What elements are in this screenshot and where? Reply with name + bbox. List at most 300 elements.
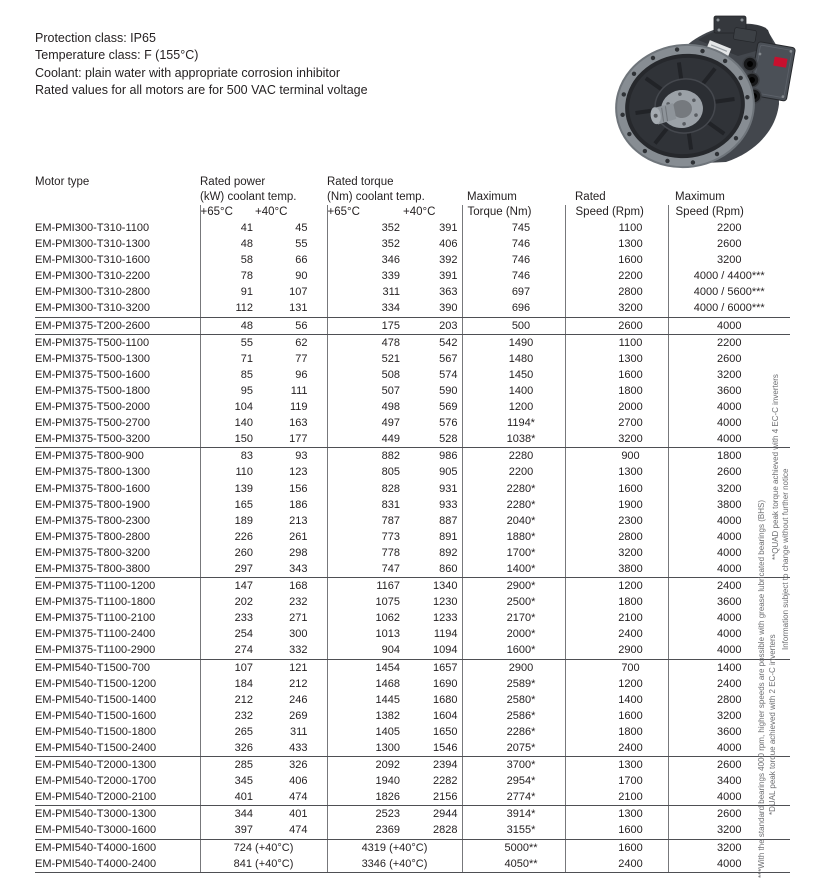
cell-torque-40: 542	[403, 334, 462, 351]
cell-power-40: 298	[255, 545, 327, 561]
cell-max-torque: 2774*	[462, 789, 565, 806]
footnote-bearings: ***With the standard bearings 4000 rpm, higher speeds are possible with grease lubricated bearings (BHS)	[757, 500, 766, 878]
table-row	[35, 642, 790, 659]
cell-power-40: 246	[255, 692, 327, 708]
cell-max-speed: 4000	[668, 642, 790, 659]
cell-power-40: 66	[255, 252, 327, 268]
header-power-unit: (kW) coolant temp.	[200, 191, 297, 203]
cell-torque-40: 406	[403, 236, 462, 252]
coolant-line: Coolant: plain water with appropriate corrosion inhibitor	[35, 65, 341, 80]
cell-torque-65: 805	[381, 466, 400, 479]
cell-max-speed: 2600	[717, 466, 742, 479]
cell-power-65: 260	[234, 546, 253, 559]
cell-power-65: 147	[234, 580, 253, 593]
cell-rated-speed: 2800	[565, 529, 668, 545]
cell-power-65: 83	[240, 450, 253, 463]
cell-max-speed: 1800	[717, 450, 742, 463]
cell-max-speed: 4000 / 5600***	[693, 286, 765, 299]
cell-motor-type: EM-PMI375-T500-2000	[35, 399, 200, 415]
cell-power-40: 121	[255, 659, 327, 676]
cell-rated-speed: 2100	[565, 610, 668, 626]
header-torque-65: +65°C	[327, 206, 360, 218]
table-row	[35, 594, 790, 610]
cell-torque-65: 904	[327, 642, 403, 659]
cell-torque-65: 1167	[376, 580, 400, 593]
cell-rated-speed: 1300	[565, 757, 668, 774]
bolt-icon	[741, 19, 744, 22]
cell-max-speed: 2600	[717, 759, 742, 772]
cell-max-speed: 2600	[717, 238, 742, 251]
cell-power-65: 232	[234, 709, 253, 722]
cell-power-65: 78	[240, 270, 253, 283]
cell-motor-type: EM-PMI375-T1100-2100	[35, 610, 200, 626]
cell-torque-40: 905	[403, 464, 462, 480]
cell-motor-type: EM-PMI375-T1100-1800	[35, 594, 200, 610]
cell-power-65: 71	[240, 352, 253, 365]
table-row	[35, 317, 790, 334]
cell-power-40: 474	[255, 789, 327, 806]
cell-torque-40: 1546	[403, 740, 462, 757]
cell-motor-type: EM-PMI375-T500-2700	[35, 415, 200, 431]
motor-spec-table	[35, 175, 790, 873]
cell-motor-type: EM-PMI540-T1500-1600	[35, 708, 200, 724]
cell-rated-speed: 1300	[565, 464, 668, 480]
cell-rated-speed: 2000	[565, 399, 668, 415]
cell-torque-65: 1062	[375, 612, 400, 625]
cell-power-65: 112	[200, 300, 255, 317]
cell-power-40: 107	[255, 284, 327, 300]
cell-max-speed: 3200	[717, 709, 742, 722]
cell-torque-65: 1405	[375, 725, 400, 738]
cell-max-torque: 1480	[462, 351, 565, 367]
cell-rated-speed: 1800	[565, 383, 668, 399]
cell-max-torque: 1194*	[462, 415, 565, 431]
cell-torque-40: 590	[403, 383, 462, 399]
cell-max-torque: 1400	[462, 383, 565, 399]
cell-torque-40: 1604	[403, 708, 462, 724]
header-max-speed-line1: Maximum	[675, 191, 725, 203]
cell-motor-type: EM-PMI375-T500-1600	[35, 367, 200, 383]
cell-max-torque: 1490	[462, 334, 565, 351]
cell-rated-speed: 1600	[565, 481, 668, 497]
cell-rated-speed: 1200	[565, 676, 668, 692]
cell-motor-type: EM-PMI540-T2000-1700	[35, 773, 200, 789]
cell-motor-type: EM-PMI300-T310-1600	[35, 252, 200, 268]
cell-torque-40: 576	[403, 415, 462, 431]
table-row	[35, 659, 790, 676]
cell-torque-40: 1690	[403, 676, 462, 692]
cell-torque-40: 933	[403, 497, 462, 513]
cell-max-torque: 2280*	[462, 481, 565, 497]
header-motor-type: Motor type	[35, 176, 90, 188]
cell-torque-40: 528	[403, 431, 462, 448]
cell-max-torque: 1600*	[462, 642, 565, 659]
cell-power-65: 165	[234, 498, 253, 511]
cell-torque-65: 346	[381, 254, 400, 267]
table-row	[35, 561, 790, 578]
cell-rated-speed: 1600	[565, 839, 668, 856]
cell-power-40: 156	[255, 481, 327, 497]
cell-torque-65: 352	[381, 238, 400, 251]
cell-torque-65: 1300	[327, 740, 403, 757]
cell-power-65: 184	[234, 677, 253, 690]
cell-torque-65: 1940	[375, 775, 400, 788]
cell-torque-65: 334	[327, 300, 403, 317]
cell-torque-65: 1382	[375, 709, 400, 722]
table-row	[35, 626, 790, 642]
cell-torque-65: 1468	[375, 677, 400, 690]
cell-torque-65: 1075	[375, 596, 400, 609]
cell-power-40: 311	[255, 724, 327, 740]
cell-torque-40: 574	[403, 367, 462, 383]
cell-torque-65: 352	[381, 222, 400, 234]
cell-torque-65: 1445	[375, 693, 400, 706]
cell-torque-40: 931	[403, 481, 462, 497]
cell-torque-65: 773	[381, 530, 400, 543]
cell-motor-type: EM-PMI540-T1500-1200	[35, 676, 200, 692]
cell-motor-type: EM-PMI375-T800-1600	[35, 481, 200, 497]
cell-max-torque: 2075*	[462, 740, 565, 757]
cell-power-40: 332	[255, 642, 327, 659]
table-row	[35, 513, 790, 529]
cell-motor-type: EM-PMI375-T1100-1200	[35, 578, 200, 595]
cell-max-torque: 745	[462, 220, 565, 236]
cell-max-speed: 2200	[717, 336, 742, 349]
header-rated-power: Rated power	[200, 176, 266, 188]
cell-max-torque: 1880*	[462, 529, 565, 545]
cell-max-torque: 746	[462, 252, 565, 268]
cell-max-speed: 3200	[717, 254, 742, 267]
cell-max-speed: 2600	[717, 352, 742, 365]
cell-max-speed: 2800	[717, 693, 742, 706]
cell-motor-type: EM-PMI540-T1500-1400	[35, 692, 200, 708]
table-row	[35, 545, 790, 561]
table-row	[35, 529, 790, 545]
table-row	[35, 497, 790, 513]
cell-torque-merged: 3346 (+40°C)	[327, 856, 462, 873]
cell-max-speed: 3200	[668, 822, 790, 839]
table-row	[35, 252, 790, 268]
cell-power-65: 104	[234, 401, 253, 414]
cell-max-speed: 3400	[717, 775, 742, 788]
cell-power-40: 261	[255, 529, 327, 545]
cell-max-speed: 4000	[668, 317, 790, 334]
cell-power-65: 285	[234, 759, 253, 772]
cell-power-40: 119	[255, 399, 327, 415]
motor-product-photo	[598, 12, 804, 170]
cell-max-torque: 2586*	[462, 708, 565, 724]
cell-power-40: 232	[255, 594, 327, 610]
cell-power-40: 55	[255, 236, 327, 252]
cell-max-torque: 696	[462, 300, 565, 317]
cell-power-40: 93	[255, 448, 327, 465]
table-row	[35, 708, 790, 724]
cell-torque-65: 2523	[375, 808, 400, 821]
cell-power-65: 345	[234, 775, 253, 788]
rated-values-line: Rated values for all motors are for 500 VAC terminal voltage	[35, 82, 368, 97]
cell-power-65: 226	[234, 530, 253, 543]
cell-torque-40: 1340	[403, 578, 462, 595]
cell-motor-type: EM-PMI375-T1100-2900	[35, 642, 200, 659]
cell-max-torque: 697	[462, 284, 565, 300]
cell-power-40: 131	[255, 300, 327, 317]
cell-max-torque: 2280*	[462, 497, 565, 513]
cell-torque-40: 1094	[403, 642, 462, 659]
cell-power-40: 433	[255, 740, 327, 757]
cell-torque-40: 860	[403, 561, 462, 578]
table-row	[35, 789, 790, 806]
cell-torque-65: 175	[327, 317, 403, 334]
cell-max-speed: 4000 / 4400***	[693, 270, 765, 283]
cell-max-speed: 4000	[717, 514, 742, 527]
footnote-notice: Information subject to change without further notice	[781, 468, 790, 650]
cell-max-speed: 4000	[717, 628, 742, 641]
cell-torque-40: 1230	[403, 594, 462, 610]
cell-power-65: 110	[235, 466, 253, 479]
cell-motor-type: EM-PMI540-T2000-2100	[35, 789, 200, 806]
cell-torque-65: 787	[381, 514, 400, 527]
cell-power-40: 300	[255, 626, 327, 642]
cell-max-speed: 2400	[717, 677, 742, 690]
cell-max-torque: 2589*	[462, 676, 565, 692]
bolt-icon	[717, 19, 720, 22]
cell-max-torque: 746	[462, 268, 565, 284]
header-rated-speed-line1: Rated	[575, 191, 606, 203]
cell-power-65: 107	[234, 661, 253, 674]
table-row	[35, 856, 790, 873]
cell-max-torque: 500	[462, 317, 565, 334]
cell-power-65: 189	[234, 514, 253, 527]
cell-motor-type: EM-PMI375-T200-2600	[35, 317, 200, 334]
cell-max-speed: 4000 / 6000***	[668, 300, 790, 317]
cell-power-40: 271	[255, 610, 327, 626]
cell-power-65: 326	[200, 740, 255, 757]
cell-motor-type: EM-PMI375-T500-1300	[35, 351, 200, 367]
table-row	[35, 351, 790, 367]
general-specs-block	[35, 30, 368, 99]
cell-max-torque: 3700*	[462, 757, 565, 774]
cell-motor-type: EM-PMI375-T500-1800	[35, 383, 200, 399]
cell-max-torque: 2280	[462, 448, 565, 465]
cell-torque-65: 508	[381, 368, 400, 381]
cell-max-torque: 2900*	[462, 578, 565, 595]
table-row	[35, 464, 790, 480]
cell-rated-speed: 3200	[565, 431, 668, 448]
cell-motor-type: EM-PMI300-T310-3200	[35, 300, 200, 317]
footnote-quad: **QUAD peak torque achieved with 4 EC-C inverters	[771, 374, 780, 560]
cell-max-speed: 3600	[717, 596, 742, 609]
cell-torque-40: 390	[403, 300, 462, 317]
table-row	[35, 334, 790, 351]
header-spacer	[35, 190, 200, 205]
header-torque-40: +40°C	[403, 205, 462, 220]
table-body	[35, 220, 790, 872]
cell-torque-40: 2156	[403, 789, 462, 806]
cell-max-speed: 4000	[668, 431, 790, 448]
cell-max-torque: 4050**	[462, 856, 565, 873]
cell-torque-65: 1454	[375, 661, 400, 674]
table-row	[35, 773, 790, 789]
cell-max-torque: 2040*	[462, 513, 565, 529]
cell-power-40: 77	[255, 351, 327, 367]
cell-power-40: 96	[255, 367, 327, 383]
cell-torque-65: 507	[381, 384, 400, 397]
cell-rated-speed: 1700	[565, 773, 668, 789]
temperature-class-line: Temperature class: F (155°C)	[35, 48, 199, 63]
cell-max-speed: 4000	[717, 530, 742, 543]
cell-torque-65: 311	[382, 286, 400, 299]
cell-motor-type: EM-PMI540-T2000-1300	[35, 757, 200, 774]
cell-max-torque: 2900	[462, 659, 565, 676]
table-header	[35, 175, 790, 220]
cell-max-torque: 1450	[462, 367, 565, 383]
table-row	[35, 610, 790, 626]
header-max-speed-line2: Speed (Rpm)	[675, 206, 744, 218]
cell-power-65: 344	[234, 808, 253, 821]
cell-torque-65: 882	[381, 450, 400, 463]
cell-torque-40: 2828	[403, 822, 462, 839]
cell-torque-65: 747	[327, 561, 403, 578]
cell-rated-speed: 1200	[565, 578, 668, 595]
cell-torque-40: 569	[403, 399, 462, 415]
cell-max-torque: 2200	[462, 464, 565, 480]
cell-torque-65: 831	[381, 498, 400, 511]
cell-power-40: 163	[255, 415, 327, 431]
cell-max-speed: 4000	[717, 401, 742, 414]
cell-power-65: 212	[234, 693, 253, 706]
cell-max-torque: 3914*	[462, 806, 565, 823]
cell-power-40: 213	[255, 513, 327, 529]
cell-torque-40: 887	[403, 513, 462, 529]
cell-power-65: 48	[200, 317, 255, 334]
cell-power-40: 326	[255, 757, 327, 774]
cell-max-torque: 2500*	[462, 594, 565, 610]
cell-motor-type: EM-PMI300-T310-2800	[35, 284, 200, 300]
cell-power-merged: 841 (+40°C)	[200, 856, 327, 873]
cell-rated-speed: 700	[565, 659, 668, 676]
cell-max-speed: 1400	[717, 661, 742, 674]
cell-motor-type: EM-PMI540-T1500-700	[35, 659, 200, 676]
cell-power-65: 274	[200, 642, 255, 659]
cell-torque-40: 2282	[403, 773, 462, 789]
cell-rated-speed: 2400	[565, 740, 668, 757]
cell-torque-65: 1013	[375, 628, 400, 641]
cell-max-torque: 1038*	[462, 431, 565, 448]
cell-max-torque: 1200	[462, 399, 565, 415]
cell-torque-40: 567	[403, 351, 462, 367]
cell-rated-speed: 2400	[565, 626, 668, 642]
cell-torque-40: 1650	[403, 724, 462, 740]
cell-motor-type: EM-PMI375-T800-2800	[35, 529, 200, 545]
cell-power-65: 41	[240, 222, 253, 234]
cell-rated-speed: 1800	[565, 724, 668, 740]
cell-torque-40: 391	[403, 220, 462, 236]
cell-motor-type: EM-PMI540-T4000-1600	[35, 839, 200, 856]
cell-rated-speed: 2900	[565, 642, 668, 659]
cell-motor-type: EM-PMI375-T800-3200	[35, 545, 200, 561]
cell-rated-speed: 2200	[565, 268, 668, 284]
table-row	[35, 399, 790, 415]
cell-rated-speed: 3200	[565, 300, 668, 317]
cell-power-40: 56	[255, 317, 327, 334]
cell-torque-40: 1233	[403, 610, 462, 626]
cell-rated-speed: 1600	[565, 822, 668, 839]
cell-power-40: 401	[255, 806, 327, 823]
cell-max-speed: 4000	[668, 740, 790, 757]
cell-max-torque: 2000*	[462, 626, 565, 642]
cell-max-speed: 3600	[717, 725, 742, 738]
header-spacer	[35, 205, 200, 220]
cell-max-speed: 3200	[717, 841, 742, 854]
cell-motor-type: EM-PMI375-T800-1300	[35, 464, 200, 480]
cell-motor-type: EM-PMI375-T500-3200	[35, 431, 200, 448]
cell-max-speed: 2400	[717, 580, 742, 593]
table-row	[35, 806, 790, 823]
cell-max-speed: 4000	[717, 546, 742, 559]
table-row	[35, 383, 790, 399]
cell-max-torque: 2286*	[462, 724, 565, 740]
cell-torque-40: 1680	[403, 692, 462, 708]
cell-power-40: 406	[255, 773, 327, 789]
cell-motor-type: EM-PMI375-T800-900	[35, 448, 200, 465]
cell-torque-65: 497	[381, 417, 400, 430]
cell-max-speed: 2200	[717, 222, 742, 234]
cell-torque-40: 1194	[403, 626, 462, 642]
cell-max-speed: 3200	[717, 482, 742, 495]
cell-rated-speed: 1300	[565, 236, 668, 252]
cell-max-torque: 1700*	[462, 545, 565, 561]
table-row	[35, 300, 790, 317]
cell-rated-speed: 2700	[565, 415, 668, 431]
table-row	[35, 676, 790, 692]
cell-power-40: 62	[255, 334, 327, 351]
cell-max-torque: 746	[462, 236, 565, 252]
cell-torque-40: 2944	[403, 806, 462, 823]
header-spacer	[565, 175, 668, 190]
table-row	[35, 724, 790, 740]
cell-torque-65: 2369	[327, 822, 403, 839]
table-row	[35, 268, 790, 284]
cell-power-40: 168	[255, 578, 327, 595]
cell-power-40: 212	[255, 676, 327, 692]
cell-motor-type: EM-PMI375-T500-1100	[35, 334, 200, 351]
header-power-65: +65°C	[200, 206, 233, 218]
cell-motor-type: EM-PMI375-T800-3800	[35, 561, 200, 578]
cell-power-40: 90	[255, 268, 327, 284]
bolt-icon	[718, 29, 721, 32]
cell-rated-speed: 3800	[565, 561, 668, 578]
cell-power-65: 48	[240, 238, 253, 251]
header-spacer	[462, 175, 565, 190]
cell-torque-40: 891	[403, 529, 462, 545]
cell-rated-speed: 1300	[565, 806, 668, 823]
header-spacer	[668, 175, 790, 190]
cell-max-speed: 3600	[717, 384, 742, 397]
cell-rated-speed: 1100	[565, 220, 668, 236]
table-row	[35, 415, 790, 431]
cell-torque-40: 892	[403, 545, 462, 561]
cell-torque-65: 1826	[327, 789, 403, 806]
cell-rated-speed: 1600	[565, 708, 668, 724]
cell-motor-type: EM-PMI300-T310-2200	[35, 268, 200, 284]
cell-motor-type: EM-PMI540-T1500-2400	[35, 740, 200, 757]
cell-torque-40: 391	[403, 268, 462, 284]
cell-rated-speed: 1900	[565, 497, 668, 513]
table-row	[35, 448, 790, 465]
cell-max-speed: 3800	[717, 498, 742, 511]
cell-power-65: 139	[234, 482, 253, 495]
cell-rated-speed: 1800	[565, 594, 668, 610]
